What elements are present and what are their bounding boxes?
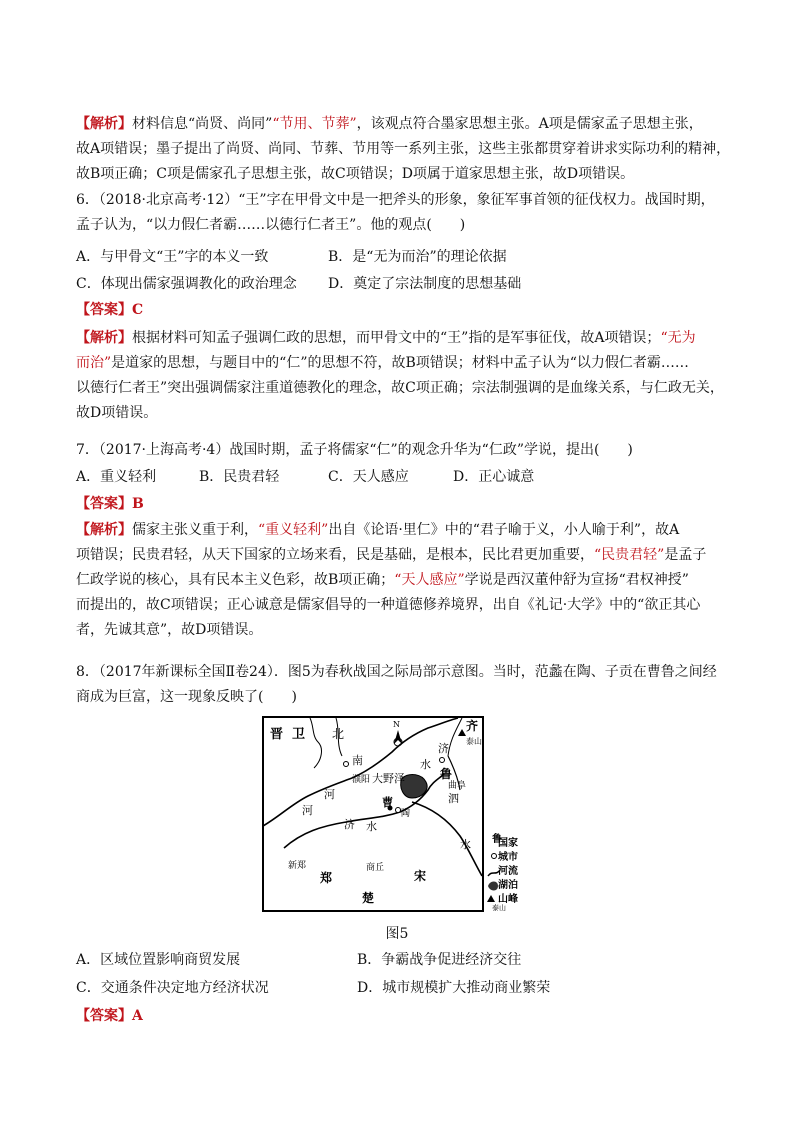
option-d: D．正心诚意: [453, 469, 535, 485]
label-shangqiu: 商丘: [366, 863, 385, 873]
city-marker: [396, 808, 401, 813]
question-8-answer: 【答案】A: [76, 1008, 143, 1024]
label-ji2: 济: [344, 818, 355, 831]
legend-lake: 湖泊: [498, 880, 518, 891]
option-a: A．与甲骨文“王”字的本义一致: [76, 249, 269, 265]
question-6-options-row2: [76, 272, 736, 297]
option-d: D．城市规模扩大推动商业繁荣: [357, 980, 551, 996]
figure-caption: 图5: [385, 926, 409, 942]
option-b: B．争霸战争促进经济交往: [357, 952, 522, 968]
legend-lake-symbol: [488, 882, 498, 891]
question-7-options: [76, 465, 736, 490]
question-6-analysis: 【解析】根据材料可知孟子强调仁政的思想，而甲骨文中的“王”指的是军事征伐，故A项错误；“无为 而治”是道家的思想，与题目中的“仁”的思想不符，故B项错误；材料中孟子认为“以力假仁者霸…… 以德行仁者王”突出强调儒家注重道德教化的理念，故C项正确；宗法制强调的是血缘关系，与仁政无关， 故D项错误。: [76, 330, 724, 421]
analysis-tag: 【解析】: [76, 116, 132, 132]
legend-city-symbol: [492, 854, 497, 859]
option-a: A．重义轻利: [76, 469, 157, 485]
label-nan: 南: [352, 754, 363, 767]
legend-river: 河流: [498, 866, 518, 877]
question-8-options-row1: [76, 948, 736, 973]
label-ji1: 济: [438, 742, 449, 755]
label-qi: 齐: [466, 719, 479, 733]
question-6-stem: 6．（2018·北京高考·12）“王”字在甲骨文中是一把斧头的形象，象征军事首领的征伐权力。战国时期， 孟子认为，“以力假仁者霸……以德行仁者王”。他的观点( ): [76, 192, 715, 233]
label-xinzheng: 新郑: [288, 861, 307, 871]
legend-mountain-symbol: [487, 895, 495, 902]
label-qufu: 曲阜: [448, 781, 467, 791]
label-jin: 晋: [270, 727, 284, 742]
label-he2: 河: [302, 804, 313, 817]
map-figure: [262, 716, 528, 912]
option-b: B．民贵君轻: [199, 469, 280, 485]
question-7-stem: 7．（2017·上海高考·4）战国时期，孟子将儒家“仁”的观念升华为“仁政”学说，提出( ): [76, 442, 633, 458]
legend-mountain-sample: 泰山: [492, 904, 506, 912]
label-shui1: 水: [420, 758, 431, 771]
legend-city: 城市: [498, 852, 518, 863]
option-b: B．是“无为而治”的理论依据: [328, 249, 507, 265]
label-shui3: 水: [460, 838, 471, 851]
question-7-answer: 【答案】B: [76, 496, 144, 512]
question-6-options-row1: [76, 245, 736, 270]
label-he1: 河: [324, 788, 335, 801]
option-c: C．体现出儒家强调教化的政治理念: [76, 276, 297, 292]
question-6-answer: 【答案】C: [76, 302, 144, 318]
question-7-analysis: 【解析】儒家主张义重于利，“重义轻利”出自《论语·里仁》中的“君子喻于义，小人喻于利”，故A 项错误；民贵君轻，从天下国家的立场来看，民是基础，是根本，民比君更加重要，“民贵君轻”是孟子 仁政学说的核心，具有民本主义色彩，故B项正确；“天人感应”学说是西汉董仲舒为宣扬“君权神授” 而提出的，故C项错误；正心诚意是儒家倡导的一种道德修养境界，出自《礼记·大学》中的“欲正其心 者，先诚其意”，故D项错误。: [76, 522, 707, 638]
option-c: C．天人感应: [328, 469, 409, 485]
label-chu: 楚: [362, 891, 375, 905]
label-si: 泗: [448, 792, 459, 805]
label-taishan: 泰山: [466, 737, 482, 746]
legend-mountain: 山峰: [498, 894, 518, 905]
label-dayeze: 大野泽: [372, 772, 405, 785]
label-wei: 卫: [292, 727, 306, 742]
option-a: A．区域位置影响商贸发展: [76, 952, 241, 968]
label-zheng: 郑: [320, 871, 333, 885]
legend-country-symbol: 鲁: [492, 834, 502, 845]
label-shui2: 水: [366, 820, 377, 833]
city-marker: [344, 762, 349, 767]
q5-analysis: 【解析】材料信息“尚贤、尚同”“节用、节葬”，该观点符合墨家思想主张。A项是儒家孟子思想主张， 故A项错误；墨子提出了尚贤、尚同、节葬、节用等一系列主张，这些主张都贯穿着讲求实际功利的精神， 故B项正确；C项是儒家孔子思想主张，故C项错误；D项属于道家思想主张，故D项错误。: [76, 116, 731, 182]
city-marker: [440, 758, 445, 763]
label-north: N: [393, 720, 400, 729]
map-legend: [487, 832, 518, 912]
label-lu: 鲁: [440, 767, 453, 781]
option-c: C．交通条件决定地方经济状况: [76, 980, 269, 996]
label-cao: 曹: [382, 796, 393, 809]
question-8-stem: 8．（2017年新课标全国Ⅱ卷24）．图5为春秋战国之际局部示意图。当时，范蠡在陶、子贡在曹鲁之间经 商成为巨富，这一现象反映了( ): [76, 664, 717, 705]
label-song: 宋: [414, 869, 427, 883]
question-8-options-row2: [76, 976, 736, 1001]
legend-country: 国家: [498, 838, 518, 849]
option-d: D．奠定了宗法制度的思想基础: [328, 276, 522, 292]
label-tao: 陶: [401, 809, 411, 819]
label-bei: 北: [332, 727, 345, 741]
label-puyang: 濮阳: [352, 775, 371, 785]
